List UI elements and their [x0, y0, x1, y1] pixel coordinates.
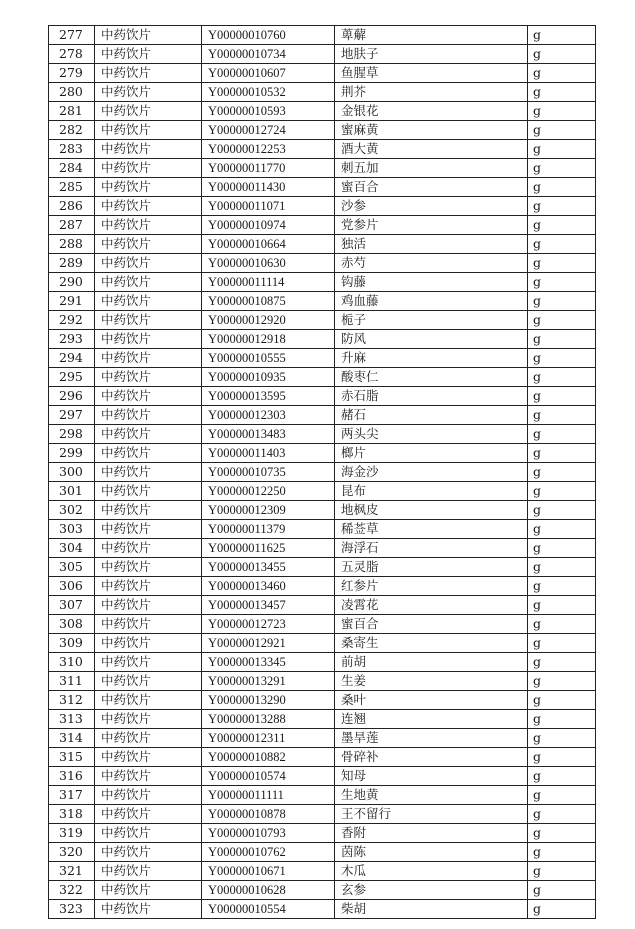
unit-cell: g [528, 805, 596, 824]
category-cell: 中药饮片 [95, 349, 202, 368]
row-number: 294 [49, 349, 95, 368]
unit-cell: g [528, 520, 596, 539]
unit-cell: g [528, 843, 596, 862]
herb-name-cell: 地枫皮 [335, 501, 528, 520]
product-code-cell: Y00000011430 [202, 178, 335, 197]
table-row [49, 311, 596, 330]
table-row [49, 425, 596, 444]
category-cell: 中药饮片 [95, 292, 202, 311]
row-number: 292 [49, 311, 95, 330]
category-cell: 中药饮片 [95, 216, 202, 235]
product-code-cell: Y00000012918 [202, 330, 335, 349]
row-number: 312 [49, 691, 95, 710]
herb-name-cell: 赤芍 [335, 254, 528, 273]
herb-name-cell: 墨旱莲 [335, 729, 528, 748]
category-cell: 中药饮片 [95, 691, 202, 710]
unit-cell: g [528, 710, 596, 729]
product-code-cell: Y00000012920 [202, 311, 335, 330]
table-row [49, 615, 596, 634]
product-code-cell: Y00000012724 [202, 121, 335, 140]
herb-name-cell: 党参片 [335, 216, 528, 235]
unit-cell: g [528, 539, 596, 558]
unit-cell: g [528, 672, 596, 691]
category-cell: 中药饮片 [95, 406, 202, 425]
category-cell: 中药饮片 [95, 121, 202, 140]
table-row [49, 862, 596, 881]
category-cell: 中药饮片 [95, 197, 202, 216]
table-row [49, 254, 596, 273]
table-row [49, 140, 596, 159]
unit-cell: g [528, 64, 596, 83]
table-row [49, 501, 596, 520]
herb-name-cell: 独活 [335, 235, 528, 254]
unit-cell: g [528, 881, 596, 900]
row-number: 319 [49, 824, 95, 843]
unit-cell: g [528, 786, 596, 805]
category-cell: 中药饮片 [95, 273, 202, 292]
category-cell: 中药饮片 [95, 444, 202, 463]
row-number: 303 [49, 520, 95, 539]
category-cell: 中药饮片 [95, 368, 202, 387]
table-row [49, 767, 596, 786]
table-row [49, 520, 596, 539]
category-cell: 中药饮片 [95, 482, 202, 501]
unit-cell: g [528, 748, 596, 767]
table-row [49, 45, 596, 64]
row-number: 286 [49, 197, 95, 216]
table-row [49, 159, 596, 178]
row-number: 309 [49, 634, 95, 653]
product-code-cell: Y00000010532 [202, 83, 335, 102]
row-number: 285 [49, 178, 95, 197]
product-code-cell: Y00000011111 [202, 786, 335, 805]
herb-name-cell: 栀子 [335, 311, 528, 330]
row-number: 317 [49, 786, 95, 805]
table-row [49, 539, 596, 558]
product-code-cell: Y00000011403 [202, 444, 335, 463]
product-code-cell: Y00000010974 [202, 216, 335, 235]
category-cell: 中药饮片 [95, 463, 202, 482]
category-cell: 中药饮片 [95, 558, 202, 577]
herb-name-cell: 地肤子 [335, 45, 528, 64]
herb-name-cell: 钩藤 [335, 273, 528, 292]
herb-name-cell: 海浮石 [335, 539, 528, 558]
herb-name-cell: 酒大黄 [335, 140, 528, 159]
product-code-cell: Y00000011770 [202, 159, 335, 178]
product-code-cell: Y00000013345 [202, 653, 335, 672]
table-row [49, 197, 596, 216]
unit-cell: g [528, 197, 596, 216]
product-code-cell: Y00000010762 [202, 843, 335, 862]
row-number: 304 [49, 539, 95, 558]
product-code-cell: Y00000010878 [202, 805, 335, 824]
row-number: 291 [49, 292, 95, 311]
unit-cell: g [528, 178, 596, 197]
unit-cell: g [528, 824, 596, 843]
herb-name-cell: 荆芥 [335, 83, 528, 102]
product-code-cell: Y00000013460 [202, 577, 335, 596]
product-code-cell: Y00000012311 [202, 729, 335, 748]
product-code-cell: Y00000013457 [202, 596, 335, 615]
row-number: 289 [49, 254, 95, 273]
category-cell: 中药饮片 [95, 520, 202, 539]
row-number: 301 [49, 482, 95, 501]
table-row [49, 710, 596, 729]
row-number: 288 [49, 235, 95, 254]
product-code-cell: Y00000010760 [202, 26, 335, 45]
unit-cell: g [528, 26, 596, 45]
row-number: 302 [49, 501, 95, 520]
herb-name-cell: 蜜百合 [335, 615, 528, 634]
herb-name-cell: 鱼腥草 [335, 64, 528, 83]
row-number: 307 [49, 596, 95, 615]
herb-name-cell: 刺五加 [335, 159, 528, 178]
herb-name-cell: 骨碎补 [335, 748, 528, 767]
category-cell: 中药饮片 [95, 330, 202, 349]
unit-cell: g [528, 406, 596, 425]
row-number: 300 [49, 463, 95, 482]
herb-name-cell: 昆布 [335, 482, 528, 501]
category-cell: 中药饮片 [95, 634, 202, 653]
unit-cell: g [528, 577, 596, 596]
row-number: 298 [49, 425, 95, 444]
unit-cell: g [528, 691, 596, 710]
unit-cell: g [528, 159, 596, 178]
unit-cell: g [528, 330, 596, 349]
row-number: 293 [49, 330, 95, 349]
product-code-cell: Y00000013288 [202, 710, 335, 729]
herb-name-cell: 赤石脂 [335, 387, 528, 406]
herb-name-cell: 茵陈 [335, 843, 528, 862]
category-cell: 中药饮片 [95, 805, 202, 824]
table-row [49, 444, 596, 463]
category-cell: 中药饮片 [95, 786, 202, 805]
row-number: 316 [49, 767, 95, 786]
row-number: 306 [49, 577, 95, 596]
product-code-cell: Y00000010875 [202, 292, 335, 311]
category-cell: 中药饮片 [95, 140, 202, 159]
table-row [49, 729, 596, 748]
category-cell: 中药饮片 [95, 235, 202, 254]
unit-cell: g [528, 311, 596, 330]
table-row [49, 235, 596, 254]
unit-cell: g [528, 634, 596, 653]
unit-cell: g [528, 368, 596, 387]
category-cell: 中药饮片 [95, 767, 202, 786]
product-code-cell: Y00000010935 [202, 368, 335, 387]
herb-name-cell: 五灵脂 [335, 558, 528, 577]
unit-cell: g [528, 444, 596, 463]
table-row [49, 558, 596, 577]
row-number: 282 [49, 121, 95, 140]
table-row [49, 102, 596, 121]
product-code-cell: Y00000010574 [202, 767, 335, 786]
product-code-cell: Y00000011071 [202, 197, 335, 216]
unit-cell: g [528, 482, 596, 501]
category-cell: 中药饮片 [95, 539, 202, 558]
product-code-cell: Y00000010630 [202, 254, 335, 273]
product-code-cell: Y00000010607 [202, 64, 335, 83]
row-number: 277 [49, 26, 95, 45]
category-cell: 中药饮片 [95, 501, 202, 520]
herb-name-cell: 凌霄花 [335, 596, 528, 615]
table-row [49, 691, 596, 710]
table-row [49, 121, 596, 140]
herb-name-cell: 柴胡 [335, 900, 528, 919]
table-row [49, 824, 596, 843]
row-number: 280 [49, 83, 95, 102]
table-row [49, 292, 596, 311]
category-cell: 中药饮片 [95, 83, 202, 102]
product-code-cell: Y00000010554 [202, 900, 335, 919]
row-number: 279 [49, 64, 95, 83]
unit-cell: g [528, 292, 596, 311]
product-code-cell: Y00000011114 [202, 273, 335, 292]
table-row [49, 83, 596, 102]
product-code-cell: Y00000011625 [202, 539, 335, 558]
unit-cell: g [528, 45, 596, 64]
unit-cell: g [528, 273, 596, 292]
row-number: 310 [49, 653, 95, 672]
product-code-cell: Y00000010793 [202, 824, 335, 843]
category-cell: 中药饮片 [95, 900, 202, 919]
category-cell: 中药饮片 [95, 710, 202, 729]
herb-name-cell: 稀莶草 [335, 520, 528, 539]
row-number: 295 [49, 368, 95, 387]
row-number: 322 [49, 881, 95, 900]
herb-name-cell: 酸枣仁 [335, 368, 528, 387]
table-row [49, 653, 596, 672]
category-cell: 中药饮片 [95, 159, 202, 178]
table-row [49, 330, 596, 349]
category-cell: 中药饮片 [95, 45, 202, 64]
table-row [49, 634, 596, 653]
product-code-cell: Y00000010882 [202, 748, 335, 767]
row-number: 305 [49, 558, 95, 577]
category-cell: 中药饮片 [95, 843, 202, 862]
unit-cell: g [528, 254, 596, 273]
unit-cell: g [528, 121, 596, 140]
table-row [49, 463, 596, 482]
table-row [49, 406, 596, 425]
row-number: 278 [49, 45, 95, 64]
product-code-cell: Y00000013455 [202, 558, 335, 577]
unit-cell: g [528, 83, 596, 102]
row-number: 311 [49, 672, 95, 691]
category-cell: 中药饮片 [95, 102, 202, 121]
herb-name-cell: 桑寄生 [335, 634, 528, 653]
herb-name-cell: 红参片 [335, 577, 528, 596]
product-code-cell: Y00000010555 [202, 349, 335, 368]
category-cell: 中药饮片 [95, 26, 202, 45]
row-number: 290 [49, 273, 95, 292]
product-code-cell: Y00000012253 [202, 140, 335, 159]
unit-cell: g [528, 216, 596, 235]
row-number: 314 [49, 729, 95, 748]
herb-name-cell: 升麻 [335, 349, 528, 368]
table-row [49, 482, 596, 501]
category-cell: 中药饮片 [95, 729, 202, 748]
table-row [49, 672, 596, 691]
table-row [49, 368, 596, 387]
table-body [49, 26, 596, 919]
table-row [49, 26, 596, 45]
category-cell: 中药饮片 [95, 748, 202, 767]
product-code-cell: Y00000012921 [202, 634, 335, 653]
category-cell: 中药饮片 [95, 387, 202, 406]
category-cell: 中药饮片 [95, 577, 202, 596]
unit-cell: g [528, 558, 596, 577]
product-code-cell: Y00000012723 [202, 615, 335, 634]
herb-name-cell: 萆薢 [335, 26, 528, 45]
unit-cell: g [528, 862, 596, 881]
table-row [49, 748, 596, 767]
row-number: 321 [49, 862, 95, 881]
herb-name-cell: 桑叶 [335, 691, 528, 710]
product-code-cell: Y00000011379 [202, 520, 335, 539]
unit-cell: g [528, 767, 596, 786]
herb-name-cell: 赭石 [335, 406, 528, 425]
product-code-cell: Y00000013483 [202, 425, 335, 444]
row-number: 315 [49, 748, 95, 767]
unit-cell: g [528, 463, 596, 482]
table-row [49, 387, 596, 406]
category-cell: 中药饮片 [95, 862, 202, 881]
category-cell: 中药饮片 [95, 425, 202, 444]
row-number: 296 [49, 387, 95, 406]
product-code-cell: Y00000010664 [202, 235, 335, 254]
herb-name-cell: 蜜百合 [335, 178, 528, 197]
row-number: 287 [49, 216, 95, 235]
herb-name-cell: 生姜 [335, 672, 528, 691]
unit-cell: g [528, 235, 596, 254]
category-cell: 中药饮片 [95, 672, 202, 691]
row-number: 284 [49, 159, 95, 178]
herb-name-cell: 玄参 [335, 881, 528, 900]
table-row [49, 843, 596, 862]
category-cell: 中药饮片 [95, 178, 202, 197]
product-code-cell: Y00000013291 [202, 672, 335, 691]
unit-cell: g [528, 653, 596, 672]
unit-cell: g [528, 349, 596, 368]
table-row [49, 881, 596, 900]
product-code-cell: Y00000013595 [202, 387, 335, 406]
table-row [49, 216, 596, 235]
herb-name-cell: 鸡血藤 [335, 292, 528, 311]
table-row [49, 805, 596, 824]
row-number: 308 [49, 615, 95, 634]
table-row [49, 64, 596, 83]
herb-name-cell: 生地黄 [335, 786, 528, 805]
product-code-cell: Y00000012303 [202, 406, 335, 425]
table-row [49, 178, 596, 197]
unit-cell: g [528, 729, 596, 748]
category-cell: 中药饮片 [95, 311, 202, 330]
category-cell: 中药饮片 [95, 615, 202, 634]
herb-name-cell: 香附 [335, 824, 528, 843]
product-code-cell: Y00000010734 [202, 45, 335, 64]
herb-name-cell: 蜜麻黄 [335, 121, 528, 140]
herb-name-cell: 前胡 [335, 653, 528, 672]
row-number: 323 [49, 900, 95, 919]
unit-cell: g [528, 615, 596, 634]
herb-name-cell: 王不留行 [335, 805, 528, 824]
herb-name-cell: 两头尖 [335, 425, 528, 444]
row-number: 283 [49, 140, 95, 159]
table-row [49, 349, 596, 368]
unit-cell: g [528, 900, 596, 919]
herb-name-cell: 知母 [335, 767, 528, 786]
row-number: 320 [49, 843, 95, 862]
unit-cell: g [528, 425, 596, 444]
herb-name-cell: 防风 [335, 330, 528, 349]
herb-name-cell: 榔片 [335, 444, 528, 463]
herb-name-cell: 连翘 [335, 710, 528, 729]
table-row [49, 273, 596, 292]
herb-name-cell: 金银花 [335, 102, 528, 121]
category-cell: 中药饮片 [95, 653, 202, 672]
herb-name-cell: 木瓜 [335, 862, 528, 881]
herb-name-cell: 沙参 [335, 197, 528, 216]
product-code-cell: Y00000010593 [202, 102, 335, 121]
product-code-cell: Y00000012250 [202, 482, 335, 501]
category-cell: 中药饮片 [95, 254, 202, 273]
product-code-cell: Y00000013290 [202, 691, 335, 710]
unit-cell: g [528, 102, 596, 121]
product-code-cell: Y00000010735 [202, 463, 335, 482]
category-cell: 中药饮片 [95, 64, 202, 83]
category-cell: 中药饮片 [95, 881, 202, 900]
unit-cell: g [528, 501, 596, 520]
unit-cell: g [528, 387, 596, 406]
herbal-slices-table [48, 25, 596, 919]
table-row [49, 900, 596, 919]
product-code-cell: Y00000010628 [202, 881, 335, 900]
table-row [49, 577, 596, 596]
category-cell: 中药饮片 [95, 596, 202, 615]
unit-cell: g [528, 596, 596, 615]
unit-cell: g [528, 140, 596, 159]
product-code-cell: Y00000010671 [202, 862, 335, 881]
row-number: 318 [49, 805, 95, 824]
category-cell: 中药饮片 [95, 824, 202, 843]
product-code-cell: Y00000012309 [202, 501, 335, 520]
table-row [49, 596, 596, 615]
medicine-catalog-page [48, 25, 595, 919]
row-number: 299 [49, 444, 95, 463]
row-number: 281 [49, 102, 95, 121]
table-row [49, 786, 596, 805]
herb-name-cell: 海金沙 [335, 463, 528, 482]
row-number: 297 [49, 406, 95, 425]
row-number: 313 [49, 710, 95, 729]
